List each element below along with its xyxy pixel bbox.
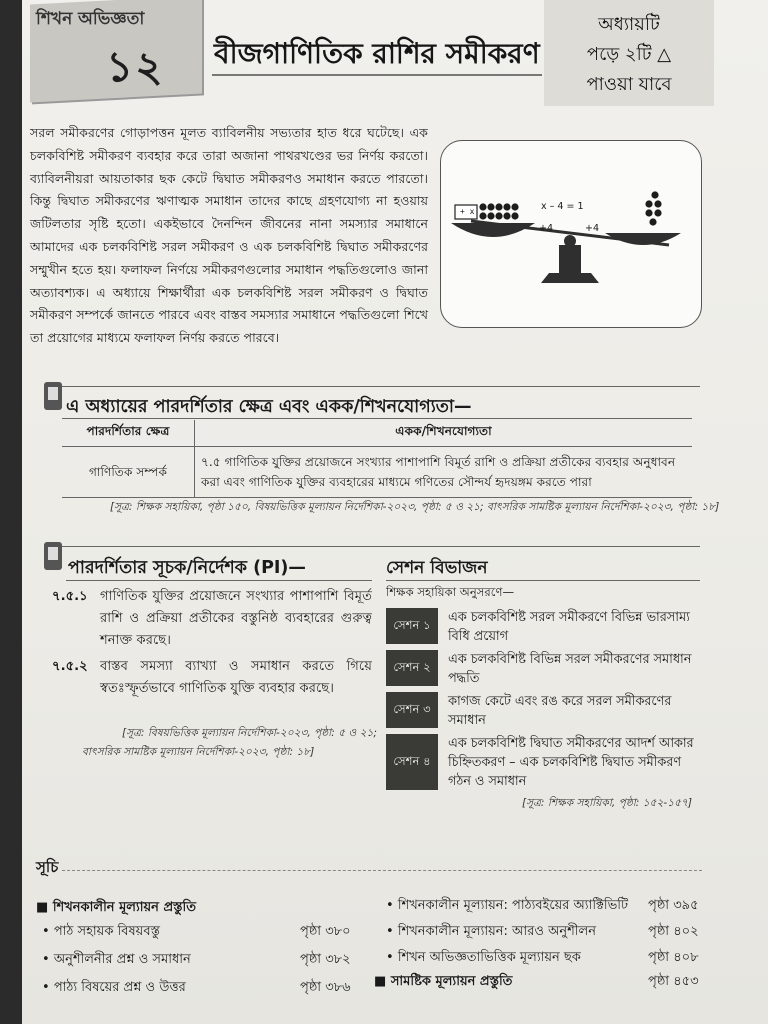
toc-right-item: • শিখন অভিজ্ঞতাভিত্তিক মূল্যায়ন ছক xyxy=(386,950,581,965)
book-binding-edge xyxy=(0,0,22,1024)
toc-right-text: শিখন অভিজ্ঞতাভিত্তিক মূল্যায়ন ছক xyxy=(397,950,581,965)
table-header-area: পারদর্শিতার ক্ষেত্র xyxy=(62,420,195,447)
intro-paragraph: সরল সমীকরণের গোড়াপত্তন মূলত ব্যাবিলনীয় সভ্যতার হাত ধরে ঘটেছে। এক চলকবিশিষ্ট সমীকরণ ব্যবহার করে তারা অজানা পাথরখণ্ডের ভর নির্ণয় করতো। ব্যাবিলনীয়রা আয়তাকার ছক কেটে দ্বিঘাত সমীকরণও সমাধান করতে পারতো। কিন্তু দ্বিঘাত সমীকরণের ঋণাত্মক সমাধান তাদের কাছে গ্রহণযোগ্য না হওয়ায় জটিলতার সৃষ্টি হতো। একইভাবে দৈনন্দিন জীবনের নানা সমস্যার সমাধানে আমাদের এক চলকবিশিষ্ট সরল সমীকরণ ও এক চলকবিশিষ্ট দ্বিঘাত সমীকরণের সম্মুখীন হতে হয়। ফলাফল নির্ণয়ে সমীকরণগুলোর সমাধান পদ্ধতিগুলোও জানা অত্যাবশ্যক। এ অধ্যায়ে শিক্ষার্থীরা এক চলকবিশিষ্ট সরল সমীকরণ ও দ্বিঘাত সমীকরণ সম্পর্কে জানতে পারবে এবং বাস্তব সমস্যার সমাধানে পদ্ধতিগুলো শিখে তা প্রয়োগের মাধ্যমে ফলাফল নির্ণয় করতে পারবে। xyxy=(30,125,428,346)
pi-title-rule xyxy=(66,580,372,581)
sessions-title: সেশন বিভাজন xyxy=(386,558,488,578)
session-text: এক চলকবিশিষ্ট সরল সমীকরণে বিভিন্ন ভারসাম্য বিধি প্রয়োগ xyxy=(448,610,690,644)
sessions-title-rule xyxy=(386,580,700,581)
competency-table xyxy=(62,420,692,498)
chapter-number: ১২ xyxy=(106,42,165,91)
pi-text: গাণিতিক যুক্তির প্রয়োজনে সংখ্যার পাশাপাশি বিমূর্ত রাশি ও প্রক্রিয়া প্রতীকের বস্তুনিষ্ঠ ব্যবহারের গুরুত্ব শনাক্ত করছে। xyxy=(100,589,372,648)
session-badge: সেশন ১ xyxy=(386,608,438,644)
section-bookmark-icon xyxy=(44,542,62,570)
toc-right-page: পৃষ্ঠা ৪৫৩ xyxy=(648,974,699,989)
pi-code: ৭.৫.২ xyxy=(52,659,88,674)
right-plus-label: +4 xyxy=(585,223,600,234)
toc-left-text: পাঠ সহায়ক বিষয়বস্তু xyxy=(53,924,160,939)
session-text: কাগজ কেটে এবং রঙ করে সরল সমীকরণের সমাধান xyxy=(448,694,672,728)
session-text: এক চলকবিশিষ্ট দ্বিঘাত সমীকরণের আদর্শ আকার চিহ্নিতকরণ – এক চলকবিশিষ্ট দ্বিঘাত সমীকরণ গঠন ও সমাধান xyxy=(448,736,694,789)
toc-right-item: • শিখনকালীন মূল্যায়ন: পাঠ্যবইয়ের অ্যাক্টিভিটি xyxy=(386,898,629,913)
pi-section-title: পারদর্শিতার সূচক/নির্দেশক (PI)— xyxy=(68,558,306,578)
availability-line-1: অধ্যায়টি xyxy=(598,14,660,35)
availability-line-2: পড়ে ২টি △ xyxy=(586,44,672,65)
session-badge: সেশন ৪ xyxy=(386,734,438,790)
toc-left-item: • পাঠ সহায়ক বিষয়বস্তু xyxy=(42,924,160,939)
toc-left-item: • অনুশীলনীর প্রশ্ন ও সমাধান xyxy=(42,952,191,967)
section-divider-top xyxy=(52,386,700,387)
session-item xyxy=(386,650,696,688)
equation-label: x – 4 = 1 xyxy=(541,201,584,212)
left-plus-label: +4 xyxy=(539,223,554,234)
sessions-source: [সূত্র: শিক্ষক সহায়িকা, পৃষ্ঠা: ১৫২-১৫৭] xyxy=(522,797,692,809)
title-underline xyxy=(212,74,542,76)
section-divider-pi xyxy=(52,546,700,547)
toc-right-text: সামষ্টিক মূল্যায়ন প্রস্তুতি xyxy=(390,974,513,989)
section-bookmark-icon xyxy=(44,382,62,410)
toc-right-item: • শিখনকালীন মূল্যায়ন: আরও অনুশীলন xyxy=(386,924,596,939)
x-box-label: + x xyxy=(460,207,475,216)
toc-label: সূচি xyxy=(36,858,59,876)
toc-right-text: শিখনকালীন মূল্যায়ন: আরও অনুশীলন xyxy=(397,924,596,939)
session-text: এক চলকবিশিষ্ট বিভিন্ন সরল সমীকরণের সমাধান পদ্ধতি xyxy=(448,652,692,686)
pi-source-line-2: বাৎসরিক সামষ্টিক মূল্যায়ন নির্দেশিকা-২০২৩, পৃষ্ঠা: ১৮] xyxy=(82,746,315,758)
toc-left-item: • পাঠ্য বিষয়ের প্রশ্ন ও উত্তর xyxy=(42,980,186,995)
session-item xyxy=(386,734,696,791)
competency-section-title: এ অধ্যায়ের পারদর্শিতার ক্ষেত্র এবং একক/শিখনযোগ্যতা— xyxy=(66,397,472,417)
availability-line-3: পাওয়া যাবে xyxy=(586,74,672,95)
chapter-title: বীজগাণিতিক রাশির সমীকরণ xyxy=(214,37,540,70)
competency-unit-cell: ৭.৫ গাণিতিক যুক্তির প্রয়োজনে সংখ্যার পাশাপাশি বিমূর্ত রাশি ও প্রক্রিয়া প্রতীকের ব্যবহার অনুধাবন করা এবং গাণিতিক যুক্তির ব্যবহারের মাধ্যমে গণিতের সৌন্দর্য হৃদয়ঙ্গম করতে পারা xyxy=(195,447,693,498)
table-header-unit: একক/শিখনযোগ্যতা xyxy=(195,420,693,447)
session-badge: সেশন ২ xyxy=(386,650,438,686)
toc-right-page: পৃষ্ঠা ৪০৮ xyxy=(648,950,699,965)
textbook-page xyxy=(22,0,768,1024)
pi-item xyxy=(52,656,372,700)
sessions-subtitle: শিক্ষক সহায়িকা অনুসরণে— xyxy=(386,585,515,599)
session-item xyxy=(386,608,696,646)
toc-right-page: পৃষ্ঠা ৩৯৫ xyxy=(648,898,699,913)
toc-left-page: পৃষ্ঠা ৩৮০ xyxy=(300,924,351,939)
toc-right-page: পৃষ্ঠা ৪০২ xyxy=(648,924,699,939)
toc-right-item: ■ সামষ্টিক মূল্যায়ন প্রস্তুতি xyxy=(374,974,513,989)
pi-item xyxy=(52,586,372,652)
toc-left-text: অনুশীলনীর প্রশ্ন ও সমাধান xyxy=(53,952,191,967)
competency-title-rule xyxy=(62,418,692,419)
availability-box xyxy=(544,0,714,106)
session-item xyxy=(386,692,696,730)
balance-scale-figure xyxy=(440,140,702,328)
toc-left-text: শিখনকালীন মূল্যায়ন প্রস্তুতি xyxy=(52,900,196,915)
table-row xyxy=(62,447,692,498)
pi-source-line-1: [সূত্র: বিষয়ভিত্তিক মূল্যায়ন নির্দেশিকা-২০২৩, পৃষ্ঠা: ৫ ও ২১; xyxy=(122,727,377,739)
toc-left-item: ■ শিখনকালীন মূল্যায়ন প্রস্তুতি xyxy=(36,900,196,915)
toc-right-text: শিখনকালীন মূল্যায়ন: পাঠ্যবইয়ের অ্যাক্টিভিটি xyxy=(397,898,629,913)
session-badge: সেশন ৩ xyxy=(386,692,438,728)
badge-label: শিখন অভিজ্ঞতা xyxy=(36,9,145,29)
toc-left-page: পৃষ্ঠা ৩৮৬ xyxy=(300,980,351,995)
competency-source: [সূত্র: শিক্ষক সহায়িকা, পৃষ্ঠা ১৫০, বিষয়ভিত্তিক মূল্যায়ন নির্দেশিকা-২০২৩, পৃষ্ঠা: ৫ ও ২১; বাৎসরিক সামষ্টিক মূল্যায়ন নির্দেশিকা-২০২৩, পৃষ্ঠা: ১৮] xyxy=(110,501,720,513)
toc-left-page: পৃষ্ঠা ৩৮২ xyxy=(300,952,351,967)
competency-area-cell: গাণিতিক সম্পর্ক xyxy=(62,447,195,498)
toc-dashed-rule xyxy=(62,870,702,872)
pi-code: ৭.৫.১ xyxy=(52,589,88,604)
balance-scale-icon xyxy=(441,141,701,327)
pi-text: বাস্তব সমস্যা ব্যাখ্যা ও সমাধান করতে গিয়ে স্বতঃস্ফূর্তভাবে গাণিতিক যুক্তি ব্যবহার করছে। xyxy=(100,659,372,696)
table-header-row xyxy=(62,420,692,447)
toc-left-text: পাঠ্য বিষয়ের প্রশ্ন ও উত্তর xyxy=(53,980,186,995)
